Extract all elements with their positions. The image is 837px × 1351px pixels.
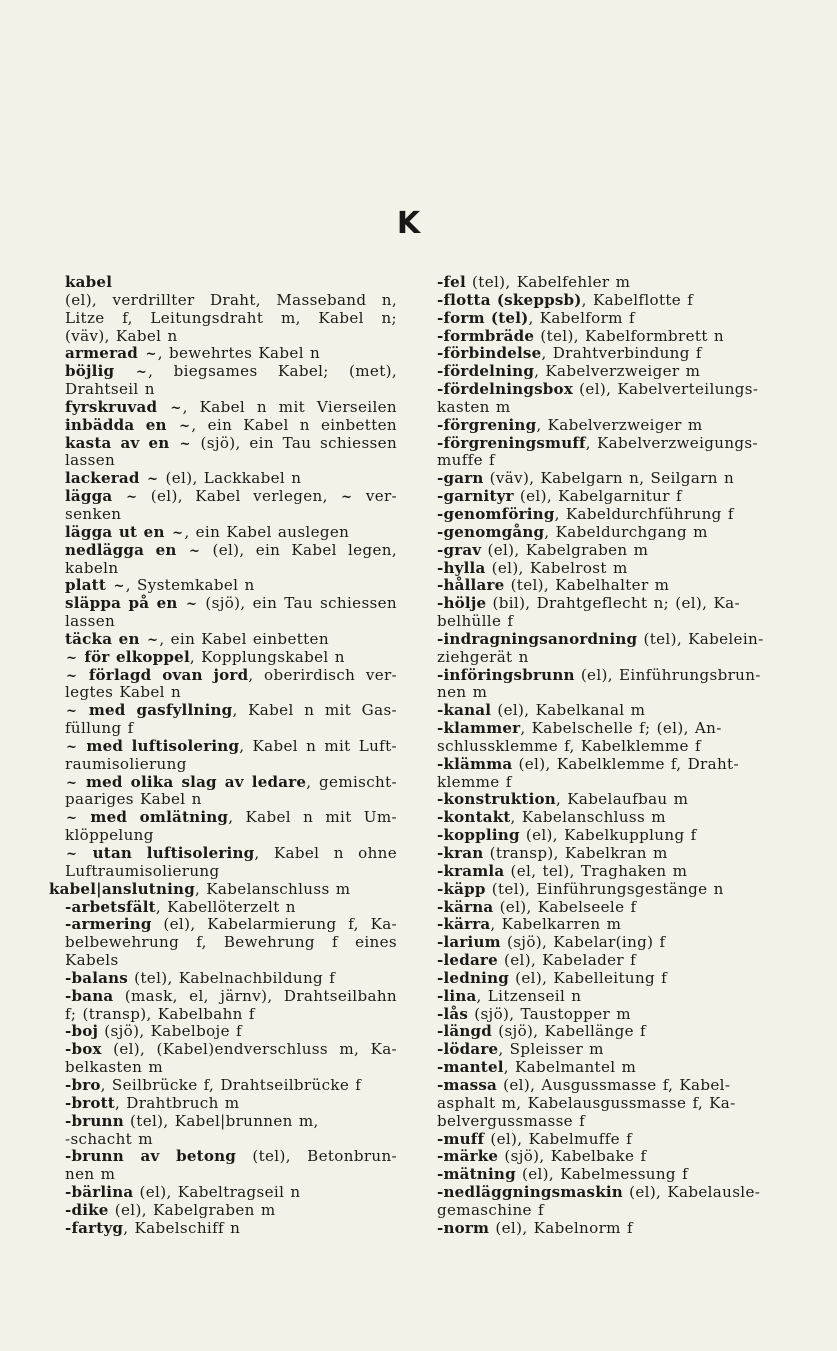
dictionary-line: -klämma (el), Kabelklemme f, Draht- [437,754,739,773]
headword: -mätning [437,1165,516,1184]
dictionary-line: -genomföring, Kabeldurchführung f [437,504,734,523]
dictionary-line: belbewehrung f, Bewehrung f eines [65,933,397,952]
dictionary-line: klemme f [437,772,512,791]
headword: -boj [65,1022,99,1041]
headword: -bana [65,986,114,1005]
dictionary-line: -kontakt, Kabelanschluss m [437,808,666,827]
swung-dash: ~ [189,543,201,559]
dictionary-line: -fördelning, Kabelverzweiger m [437,362,701,381]
dictionary-line: -hållare (tel), Kabelhalter m [437,576,670,595]
dictionary-line: Litze f, Leitungsdraht m, Kabel n; [65,308,397,327]
dictionary-line: lackerad ~ (el), Lackkabel n [65,469,302,488]
dictionary-line: släppa på en ~ (sjö), ein Tau schiessen [65,594,397,613]
dictionary-line: -bro, Seilbrücke f, Drahtseilbrücke f [65,1075,362,1094]
dictionary-line: nen m [437,683,488,702]
dictionary-line: -förgrening, Kabelverzweiger m [437,415,703,434]
dictionary-line: kasten m [437,397,511,416]
dictionary-line: -genomgång, Kabeldurchgang m [437,522,708,541]
dictionary-line [49,274,397,292]
headword: -brott [65,1093,115,1112]
headword: -armering [65,915,152,934]
dictionary-line: -klammer, Kabelschelle f; (el), An- [437,719,722,738]
headword: fyrskruvad [65,397,170,416]
headword: -hylla [437,558,486,577]
left-column [49,274,397,1238]
dictionary-line: platt ~, Systemkabel n [65,576,255,595]
headword: lägga ut en [65,522,172,541]
dictionary-line: -koppling (el), Kabelkupplung f [437,826,697,845]
swung-dash: ~ [66,668,78,684]
dictionary-line: Drahtseil n [65,380,155,399]
dictionary-line: kabel|anslutning, Kabelanschluss m [49,879,351,898]
dictionary-line: Luftraumisolierung [65,861,220,880]
swung-dash: ~ [147,472,159,488]
headword: -konstruktion [437,790,556,809]
dictionary-line: -hylla (el), Kabelrost m [437,558,628,577]
headword: -förgreningsmuff [437,433,586,452]
headword: lägga [65,487,126,506]
headword: böjlig [65,362,135,381]
headword: -kramla [437,861,505,880]
headword: -massa [437,1075,497,1094]
dictionary-line: ~ med omlätning, Kabel n mit Um- [66,808,397,827]
dictionary-line: armerad ~, bewehrtes Kabel n [65,344,321,363]
dictionary-line: kasta av en ~ (sjö), ein Tau schiessen [65,433,398,452]
headword: (skeppsb) [496,290,582,309]
dictionary-line: -form (tel), Kabelform f [437,308,635,327]
dictionary-line: -grav (el), Kabelgraben m [437,540,649,559]
headword: för elkoppel [84,647,190,666]
swung-dash: ~ [145,347,157,363]
dictionary-line: muffe f [437,451,495,470]
dictionary-line: nen m [65,1165,116,1184]
dictionary-line: belvergussmasse f [437,1111,586,1130]
headword: -norm [437,1218,490,1237]
dictionary-line: -indragningsanordning (tel), Kabelein- [437,629,764,648]
dictionary-line: ~ med olika slag av ledare, gemischt- [66,772,397,791]
swung-dash: ~ [172,525,184,541]
dictionary-line: -mätning (el), Kabelmessung f [437,1165,689,1184]
headword: med omlätning [90,808,229,827]
dictionary-line: -lödare, Spleisser m [437,1040,604,1059]
swung-dash: ~ [126,490,138,506]
headword: -fördelningsbox [437,380,574,399]
right-column [437,274,777,1238]
headword: nedlägga en [65,540,189,559]
headword: -formbräde [437,326,535,345]
dictionary-line: -bärlina (el), Kabeltragseil n [65,1183,301,1202]
headword: -fel [437,273,466,291]
dictionary-line: -garn (väv), Kabelgarn n, Seilgarn n [437,469,735,488]
dictionary-line: -mantel, Kabelmantel m [437,1058,637,1077]
dictionary-line: -införingsbrunn (el), Einführungsbrun- [437,665,761,684]
dictionary-line: -kran (transp), Kabelkran m [437,844,668,862]
swung-dash: ~ [179,436,191,452]
swung-dash: ~ [66,650,78,666]
headword: -kran [437,844,484,862]
headword: förlagd ovan jord [88,665,249,684]
headword: släppa på en [65,594,186,613]
headword: -märke [437,1147,499,1166]
dictionary-line: -larium (sjö), Kabelar(ing) f [437,933,666,952]
headword: -indragningsanordning [437,629,638,648]
dictionary-line: ~ förlagd ovan jord, oberirdisch ver- [66,665,397,684]
dictionary-line: inbädda en ~, ein Kabel n einbetten [65,415,397,434]
dictionary-line: f; (transp), Kabelbahn f [65,1004,255,1023]
dictionary-line: -brott, Drahtbruch m [65,1093,240,1112]
headword: -ledning [437,968,509,987]
dictionary-line: belkasten m [65,1058,163,1077]
headword: med luftisolering [86,736,240,755]
dictionary-line: lassen [65,612,116,631]
headword: -klammer [437,719,521,738]
swung-dash: ~ [66,811,78,827]
dictionary-line: -muff (el), Kabelmuffe f [437,1129,633,1148]
dictionary-line: -käpp (tel), Einführungsgestänge n [437,879,724,898]
dictionary-line: senken [65,504,122,523]
dictionary-line: lägga ~ (el), Kabel verlegen, ~ ver- [65,487,397,506]
dictionary-line: -norm (el), Kabelnorm f [437,1218,633,1237]
dictionary-line: lägga ut en ~, ein Kabel auslegen [65,522,350,541]
dictionary-line: ~ med luftisolering, Kabel n mit Luft- [66,736,397,755]
dictionary-line: -bana (mask, el, järnv), Drahtseilbahn [65,986,397,1005]
dictionary-line: -balans (tel), Kabelnachbildung f [65,968,336,987]
dictionary-line: -märke (sjö), Kabelbake f [437,1147,647,1166]
headword: täcka en [65,629,147,648]
headword: kabel [65,273,113,291]
headword: -dike [65,1200,109,1219]
headword: -lås [437,1004,469,1023]
dictionary-line: -flotta (skeppsb), Kabelflotte f [437,290,694,309]
headword: -mantel [437,1058,504,1077]
headword: platt [65,576,113,595]
headword: -kärna [437,897,494,916]
dictionary-line: -kramla (el, tel), Traghaken m [437,861,688,880]
dictionary-line: -lina, Litzenseil n [437,986,582,1005]
dictionary-line: böjlig ~, biegsames Kabel; (met), [65,362,397,381]
swung-dash: ~ [147,632,159,648]
headword: -grav [437,540,482,559]
headword: -koppling [437,826,520,845]
headword: lackerad [65,469,147,488]
headword: -förbindelse [437,344,542,363]
dictionary-line: -dike (el), Kabelgraben m [65,1200,276,1219]
swung-dash: ~ [135,365,148,381]
dictionary-line: belhülle f [437,612,514,631]
dictionary-line: -arbetsfält, Kabellöterzelt n [65,897,296,916]
headword: utan luftisolering [92,844,255,862]
headword: -genomföring [437,504,555,523]
headword: -bro [65,1075,101,1094]
dictionary-line: (el), verdrillter Draht, Masseband n, [65,290,397,309]
dictionary-line: klöppelung [65,826,154,845]
headword: inbädda en [65,415,179,434]
dictionary-line: -armering (el), Kabelarmierung f, Ka- [65,915,397,934]
dictionary-line: lassen [65,451,116,470]
headword: -nedläggningsmaskin [437,1183,623,1202]
dictionary-line: -box (el), (Kabel)endverschluss m, Ka- [65,1040,397,1059]
headword: -larium [437,933,501,952]
dictionary-line: -garnityr (el), Kabelgarnitur f [437,487,682,506]
dictionary-line: -konstruktion, Kabelaufbau m [437,790,689,809]
dictionary-line: -fördelningsbox (el), Kabelverteilungs- [437,380,759,399]
dictionary-line: ziehgerät n [437,647,529,666]
dictionary-line: -brunn av betong (tel), Betonbrun- [65,1147,397,1166]
headword: -form [437,308,485,327]
headword: -kanal [437,701,492,720]
dictionary-line: ~ utan luftisolering, Kabel n ohne [66,844,397,862]
swung-dash: ~ [179,418,191,434]
dictionary-line: -fartyg, Kabelschiff n [65,1218,241,1237]
headword: -hölje [437,594,487,613]
headword: armerad [65,344,145,363]
dictionary-line: füllung f [65,719,134,738]
dictionary-line: schlussklemme f, Kabelklemme f [437,736,701,755]
headword: kabel|anslutning [49,879,195,898]
headword: -arbetsfält [65,897,156,916]
headword: -klämma [437,754,513,773]
headword: med olika slag av ledare [85,772,307,791]
headword: -ledare [437,951,498,970]
headword: -bärlina [65,1183,134,1202]
section-letter-heading [0,206,837,241]
dictionary-line: -brunn (tel), Kabel|brunnen m, [65,1111,319,1130]
headword: -garn [437,469,484,488]
headword: med gasfyllning [88,701,233,720]
headword: -kontakt [437,808,511,827]
dictionary-line: -lås (sjö), Taustopper m [437,1004,631,1023]
dictionary-line: -kärna (el), Kabelseele f [437,897,637,916]
dictionary-line: ~ med gasfyllning, Kabel n mit Gas- [66,701,397,720]
swung-dash: ~ [113,579,125,595]
swung-dash: ~ [66,704,78,720]
headword: -hållare [437,576,505,595]
headword: -längd [437,1022,493,1041]
dictionary-line: gemaschine f [437,1200,544,1219]
dictionary-line: (väv), Kabel n [65,326,178,345]
dictionary-line: fyrskruvad ~, Kabel n mit Vierseilen [65,397,398,416]
headword: -genomgång [437,522,545,541]
dictionary-line: -längd (sjö), Kabellänge f [437,1022,646,1041]
dictionary-line: -kanal (el), Kabelkanal m [437,701,646,720]
headword: -brunn [65,1111,124,1130]
headword: kasta av en [65,433,179,452]
swung-dash: ~ [66,739,78,755]
dictionary-line: -förgreningsmuff, Kabelverzweigungs- [437,433,758,452]
headword: (tel) [490,308,529,327]
headword: -käpp [437,879,486,898]
dictionary-line: ~ för elkoppel, Kopplungskabel n [66,647,345,666]
dictionary-line: täcka en ~, ein Kabel einbetten [65,629,329,648]
dictionary-line: Kabels [65,951,119,970]
dictionary-line: -fel (tel), Kabelfehler m [437,273,631,291]
dictionary-line: -nedläggningsmaskin (el), Kabelausle- [437,1183,761,1202]
dictionary-line: raumisolierung [65,754,187,773]
dictionary-line: kabeln [65,558,119,577]
dictionary-line: -hölje (bil), Drahtgeflecht n; (el), Ka- [437,594,740,613]
headword: -flotta [437,290,491,309]
dictionary-line: paariges Kabel n [65,790,202,809]
dictionary-line: asphalt m, Kabelausgussmasse f, Ka- [437,1093,736,1112]
dictionary-line: -boj (sjö), Kabelboje f [65,1022,242,1041]
headword: -balans [65,968,128,987]
headword: -box [65,1040,102,1059]
headword: -garnityr [437,487,514,506]
swung-dash: ~ [170,400,182,416]
headword: -lödare [437,1040,499,1059]
dictionary-line: -ledare (el), Kabelader f [437,951,637,970]
headword: -brunn av betong [65,1147,237,1166]
dictionary-line: legtes Kabel n [65,683,182,702]
dictionary-line: -kärra, Kabelkarren m [437,915,622,934]
headword: -införingsbrunn [437,665,575,684]
dictionary-line: -ledning (el), Kabelleitung f [437,968,668,987]
headword: -förgrening [437,415,537,434]
headword: -lina [437,986,477,1005]
headword: -fartyg [65,1218,124,1237]
dictionary-line: -schacht m [65,1129,153,1148]
headword: -fördelning [437,362,535,381]
heading-letter: K [396,206,421,241]
swung-dash: ~ [341,490,353,506]
headword: -muff [437,1129,485,1148]
swung-dash: ~ [66,847,78,862]
swung-dash: ~ [186,597,198,613]
dictionary-line: -formbräde (tel), Kabelformbrett n [437,326,724,345]
dictionary-line: -förbindelse, Drahtverbindung f [437,344,702,363]
dictionary-line: -massa (el), Ausgussmasse f, Kabel- [437,1075,731,1094]
headword: -kärra [437,915,491,934]
dictionary-line: nedlägga en ~ (el), ein Kabel legen, [65,540,397,559]
swung-dash: ~ [66,775,78,791]
